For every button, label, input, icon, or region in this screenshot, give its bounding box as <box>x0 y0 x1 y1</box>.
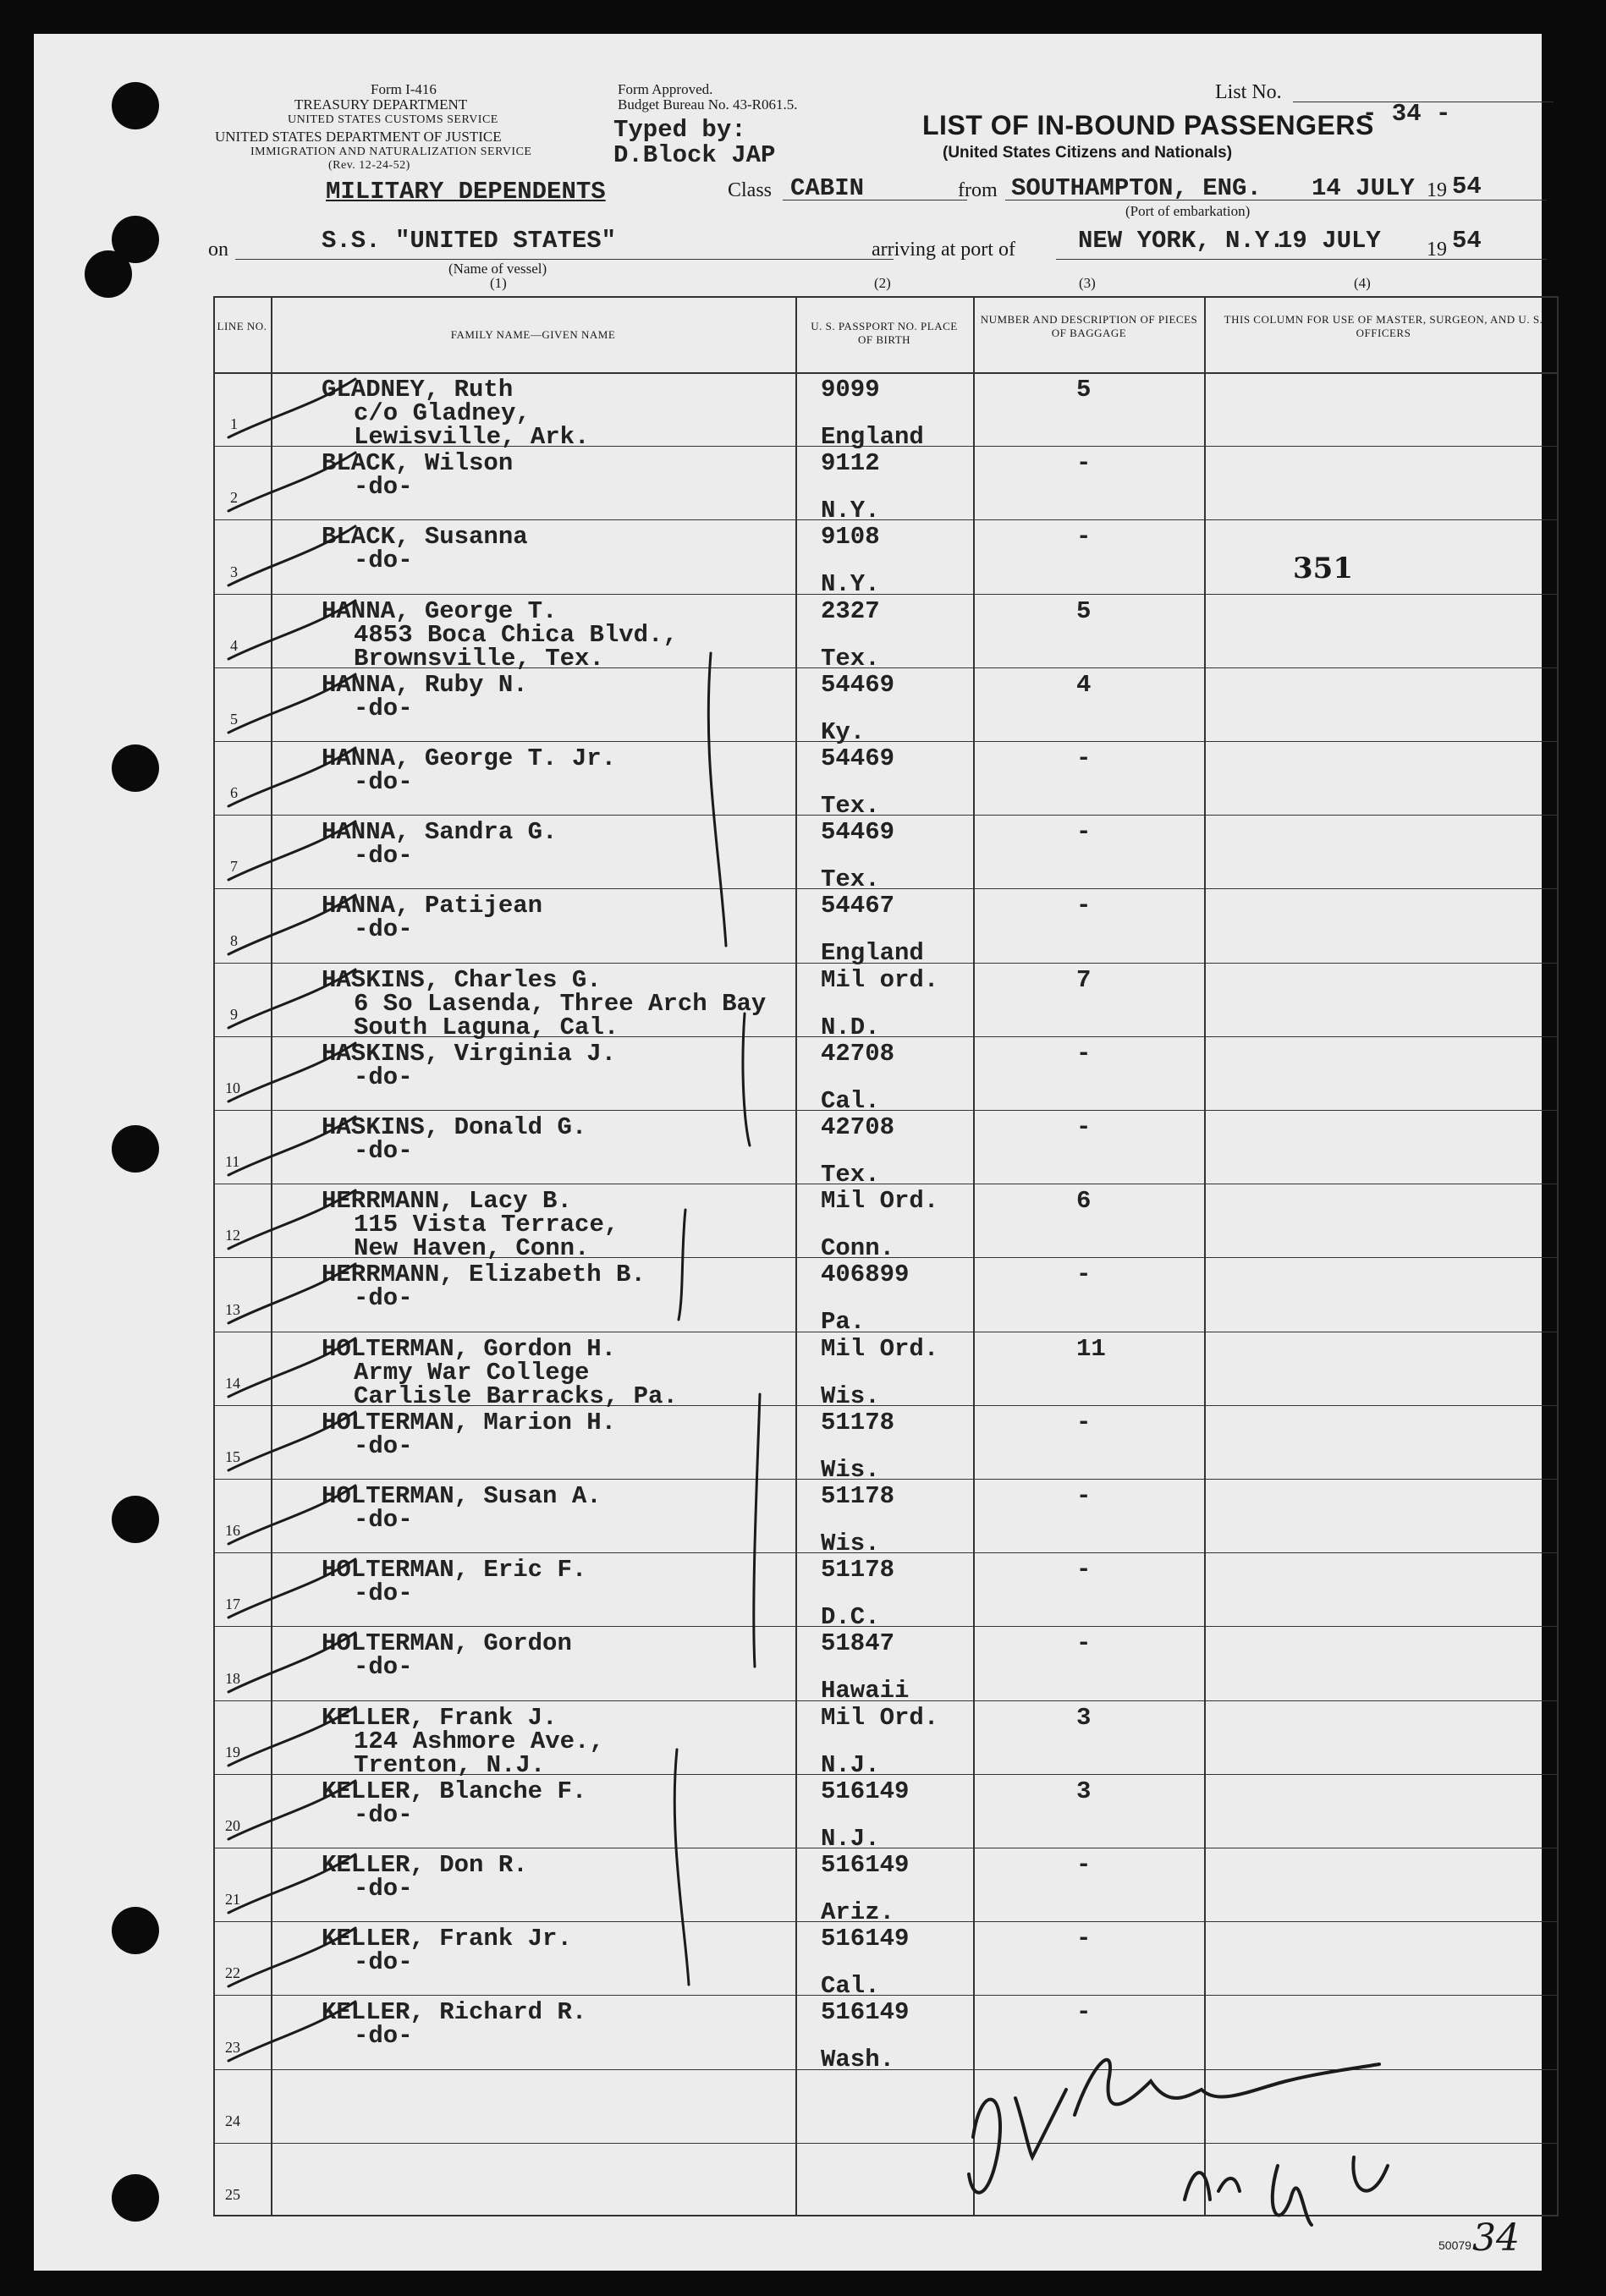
passenger-name: HOLTERMAN, Eric F. <box>322 1556 587 1584</box>
passport-number: 516149 <box>821 1777 910 1805</box>
check-mark <box>228 748 355 806</box>
address-line-1: -do- <box>354 842 413 870</box>
check-mark <box>228 1707 355 1766</box>
address-line-1: -do- <box>354 1432 413 1460</box>
group-label: MILITARY DEPENDENTS <box>326 178 606 206</box>
check-mark <box>228 526 355 585</box>
form-page <box>34 34 1542 2271</box>
embarkation-note: (Port of embarkation) <box>1125 203 1251 219</box>
address-line-1: -do- <box>354 768 413 796</box>
col-num-1: (1) <box>490 275 507 291</box>
col-num-3: (3) <box>1079 275 1096 291</box>
arrival-port: NEW YORK, N.Y. <box>1078 227 1284 255</box>
check-mark <box>228 1781 355 1839</box>
col-num-2: (2) <box>874 275 891 291</box>
passenger-name: HOLTERMAN, Marion H. <box>322 1409 617 1436</box>
address-line-1: Army War College <box>354 1359 590 1387</box>
handwritten-marks <box>34 34 1542 2271</box>
address-line-1: -do- <box>354 1948 413 1976</box>
line-number: 13 <box>225 1301 240 1318</box>
passenger-name: HANNA, George T. <box>322 597 558 625</box>
passenger-name: HASKINS, Donald G. <box>322 1113 587 1141</box>
col-num-4: (4) <box>1354 275 1371 291</box>
baggage-count: - <box>1076 1925 1092 1953</box>
check-mark <box>228 379 355 437</box>
from-year-prefix: 19 <box>1427 179 1447 201</box>
dept-ins: IMMIGRATION AND NATURALIZATION SERVICE <box>250 146 532 158</box>
address-line-2: Carlisle Barracks, Pa. <box>354 1382 678 1410</box>
typed-by-label: Typed by: <box>613 116 746 144</box>
form-number: Form I-416 <box>371 81 437 97</box>
address-line-1: 115 Vista Terrace, <box>354 1211 619 1239</box>
baggage-count: - <box>1076 1261 1092 1288</box>
address-line-1: -do- <box>354 1137 413 1165</box>
baggage-count: - <box>1076 1998 1092 2026</box>
passenger-name: GLADNEY, Ruth <box>322 376 514 404</box>
address-line-1: -do- <box>354 547 413 574</box>
check-mark <box>228 674 355 733</box>
dept-treasury: TREASURY DEPARTMENT <box>294 96 468 113</box>
place-of-birth: N.J. <box>821 1825 880 1853</box>
passport-number: 516149 <box>821 1851 910 1879</box>
baggage-count: - <box>1076 744 1092 772</box>
passenger-name: KELLER, Frank Jr. <box>322 1925 572 1953</box>
passenger-name: HOLTERMAN, Gordon <box>322 1629 572 1657</box>
line-number: 24 <box>225 2112 240 2129</box>
passport-number: 51178 <box>821 1409 895 1436</box>
line-number: 21 <box>225 1891 240 1908</box>
check-mark <box>228 453 355 511</box>
line-number: 15 <box>225 1448 240 1465</box>
passenger-name: HASKINS, Virginia J. <box>322 1040 617 1068</box>
on-label: on <box>208 239 228 261</box>
address-line-1: 4853 Boca Chica Blvd., <box>354 621 678 649</box>
check-mark <box>228 601 355 659</box>
passport-number: Mil Ord. <box>821 1704 939 1732</box>
passenger-name: HOLTERMAN, Susan A. <box>322 1482 602 1510</box>
baggage-count: 5 <box>1076 597 1092 625</box>
arriving-label: arriving at port of <box>872 239 1015 261</box>
passenger-name: HERRMANN, Lacy B. <box>322 1187 572 1215</box>
line-number: 19 <box>225 1744 240 1760</box>
baggage-count: - <box>1076 1629 1092 1657</box>
place-of-birth: Wash. <box>821 2046 895 2074</box>
check-mark <box>228 1117 355 1175</box>
place-of-birth: N.Y. <box>821 497 880 525</box>
baggage-count: 5 <box>1076 376 1092 404</box>
address-line-1: c/o Gladney, <box>354 399 531 427</box>
line-number: 22 <box>225 1964 240 1981</box>
passenger-name: HOLTERMAN, Gordon H. <box>322 1335 617 1363</box>
line-number: 3 <box>230 563 238 580</box>
place-of-birth: N.D. <box>821 1013 880 1041</box>
passport-number: Mil Ord. <box>821 1335 939 1363</box>
passport-number: 54467 <box>821 892 895 920</box>
passport-number: Mil Ord. <box>821 1187 939 1215</box>
place-of-birth: Conn. <box>821 1234 895 1262</box>
line-number: 20 <box>225 1817 240 1834</box>
passport-number: 9099 <box>821 376 880 404</box>
header-line-no: LINE NO. <box>217 320 267 332</box>
check-mark <box>228 1559 355 1618</box>
address-line-1: -do- <box>354 1506 413 1534</box>
baggage-count: - <box>1076 1409 1092 1436</box>
passport-number: Mil ord. <box>821 966 939 994</box>
passenger-name: HASKINS, Charles G. <box>322 966 602 994</box>
passport-number: 516149 <box>821 1925 910 1953</box>
passport-number: 54469 <box>821 671 895 699</box>
place-of-birth: Cal. <box>821 1087 880 1115</box>
check-mark <box>228 1854 355 1913</box>
passport-number: 54469 <box>821 818 895 846</box>
baggage-count: - <box>1076 1482 1092 1510</box>
address-line-2: Brownsville, Tex. <box>354 645 604 673</box>
arrival-date: 19 JULY <box>1278 227 1381 255</box>
line-number: 16 <box>225 1522 240 1539</box>
passport-number: 42708 <box>821 1040 895 1068</box>
passport-number: 9108 <box>821 523 880 551</box>
line-number: 25 <box>225 2186 240 2203</box>
class-label: Class <box>728 179 773 201</box>
line-number: 14 <box>225 1375 240 1392</box>
baggage-count: 7 <box>1076 966 1092 994</box>
passenger-name: KELLER, Frank J. <box>322 1704 558 1732</box>
dept-customs: UNITED STATES CUSTOMS SERVICE <box>288 113 498 126</box>
baggage-count: 3 <box>1076 1777 1092 1805</box>
place-of-birth: Wis. <box>821 1382 880 1410</box>
address-line-2: Trenton, N.J. <box>354 1751 546 1779</box>
place-of-birth: Wis. <box>821 1456 880 1484</box>
line-number: 23 <box>225 2039 240 2056</box>
place-of-birth: Ky. <box>821 718 866 746</box>
address-line-1: -do- <box>354 2022 413 2050</box>
header-baggage: NUMBER AND DESCRIPTION OF PIECES OF BAGGAGE <box>980 313 1198 339</box>
baggage-count: - <box>1076 1040 1092 1068</box>
line-number: 11 <box>225 1153 240 1170</box>
passport-number: 516149 <box>821 1998 910 2026</box>
check-mark <box>228 969 355 1028</box>
place-of-birth: Tex. <box>821 1161 880 1189</box>
form-print-code: 50079 <box>1438 2238 1471 2252</box>
arrival-year: 54 <box>1452 227 1482 255</box>
baggage-count: - <box>1076 523 1092 551</box>
check-mark <box>228 1928 355 1986</box>
baggage-count: - <box>1076 818 1092 846</box>
address-line-1: -do- <box>354 1063 413 1091</box>
address-line-1: -do- <box>354 1801 413 1829</box>
place-of-birth: England <box>821 423 924 451</box>
dept-justice: UNITED STATES DEPARTMENT OF JUSTICE <box>215 129 502 145</box>
line-number: 2 <box>230 489 238 506</box>
passenger-name: BLACK, Wilson <box>322 449 514 477</box>
place-of-birth: N.Y. <box>821 570 880 598</box>
form-subtitle: (United States Citizens and Nationals) <box>943 144 1233 162</box>
handwritten-page-number: 34 <box>1472 2216 1520 2260</box>
form-approved: Form Approved. <box>618 81 713 97</box>
baggage-count: 11 <box>1076 1335 1106 1363</box>
address-line-2: South Laguna, Cal. <box>354 1013 619 1041</box>
address-line-1: -do- <box>354 1579 413 1607</box>
header-passport: U. S. PASSPORT NO. PLACE OF BIRTH <box>811 320 958 346</box>
place-of-birth: Wis. <box>821 1530 880 1557</box>
budget-bureau: Budget Bureau No. 43-R061.5. <box>618 96 798 113</box>
baggage-count: 3 <box>1076 1704 1092 1732</box>
check-mark <box>228 1338 355 1397</box>
line-number: 8 <box>230 932 238 949</box>
address-line-1: -do- <box>354 1875 413 1903</box>
line-number: 10 <box>225 1079 240 1096</box>
check-mark <box>228 1633 355 1692</box>
line-number: 1 <box>230 415 238 432</box>
address-line-1: -do- <box>354 1284 413 1312</box>
passport-number: 2327 <box>821 597 880 625</box>
officer-number: 351 <box>1293 552 1353 585</box>
check-mark <box>228 895 355 954</box>
passport-number: 51178 <box>821 1556 895 1584</box>
vessel-name: S.S. "UNITED STATES" <box>322 227 617 255</box>
line-number: 5 <box>230 711 238 728</box>
check-mark <box>228 1412 355 1470</box>
check-mark <box>228 1190 355 1249</box>
passenger-name: HANNA, Ruby N. <box>322 671 528 699</box>
passenger-name: KELLER, Blanche F. <box>322 1777 587 1805</box>
check-mark <box>228 1043 355 1101</box>
check-mark <box>228 821 355 880</box>
passport-number: 51847 <box>821 1629 895 1657</box>
baggage-count: - <box>1076 1851 1092 1879</box>
address-line-2: Lewisville, Ark. <box>354 423 590 451</box>
baggage-count: - <box>1076 1113 1092 1141</box>
line-number: 6 <box>230 784 238 801</box>
from-year: 54 <box>1452 173 1482 200</box>
baggage-count: - <box>1076 449 1092 477</box>
header-name: FAMILY NAME—GIVEN NAME <box>450 328 616 341</box>
passport-number: 54469 <box>821 744 895 772</box>
form-title: LIST OF IN-BOUND PASSENGERS <box>922 110 1374 140</box>
passenger-name: KELLER, Richard R. <box>322 1998 587 2026</box>
place-of-birth: Pa. <box>821 1308 866 1336</box>
line-number: 18 <box>225 1670 240 1687</box>
line-number: 12 <box>225 1227 240 1244</box>
address-line-1: -do- <box>354 1653 413 1681</box>
from-port: SOUTHAMPTON, ENG. <box>1011 174 1262 202</box>
line-number: 17 <box>225 1596 240 1612</box>
line-number: 4 <box>230 637 238 654</box>
place-of-birth: Hawaii <box>821 1677 910 1705</box>
passenger-name: KELLER, Don R. <box>322 1851 528 1879</box>
arrival-year-prefix: 19 <box>1427 239 1447 261</box>
place-of-birth: D.C. <box>821 1603 880 1631</box>
line-number: 9 <box>230 1006 238 1023</box>
passport-number: 51178 <box>821 1482 895 1510</box>
place-of-birth: Cal. <box>821 1972 880 2000</box>
address-line-1: -do- <box>354 695 413 722</box>
address-line-1: 6 So Lasenda, Three Arch Bay <box>354 990 767 1018</box>
passenger-name: HANNA, Patijean <box>322 892 543 920</box>
baggage-count: - <box>1076 1556 1092 1584</box>
baggage-count: 4 <box>1076 671 1092 699</box>
from-label: from <box>958 179 998 201</box>
check-mark <box>228 2002 355 2061</box>
passport-number: 42708 <box>821 1113 895 1141</box>
vessel-note: (Name of vessel) <box>448 261 547 277</box>
typed-by-value: D.Block JAP <box>613 141 776 169</box>
class-value: CABIN <box>790 174 865 202</box>
address-line-1: -do- <box>354 473 413 501</box>
form-revision: (Rev. 12-24-52) <box>328 159 410 172</box>
place-of-birth: England <box>821 939 924 967</box>
passenger-name: HANNA, George T. Jr. <box>322 744 617 772</box>
place-of-birth: Tex. <box>821 865 880 893</box>
line-number: 7 <box>230 858 238 875</box>
check-mark <box>228 1486 355 1544</box>
place-of-birth: Tex. <box>821 645 880 673</box>
place-of-birth: N.J. <box>821 1751 880 1779</box>
passport-number: 406899 <box>821 1261 910 1288</box>
list-no-value: - 34 - <box>1362 100 1451 128</box>
from-date: 14 JULY <box>1312 174 1415 202</box>
address-line-1: 124 Ashmore Ave., <box>354 1727 604 1755</box>
place-of-birth: Ariz. <box>821 1898 895 1926</box>
passport-number: 9112 <box>821 449 880 477</box>
passenger-name: BLACK, Susanna <box>322 523 528 551</box>
list-no-label: List No. <box>1215 81 1282 103</box>
address-line-1: -do- <box>354 915 413 943</box>
passenger-name: HERRMANN, Elizabeth B. <box>322 1261 646 1288</box>
baggage-count: - <box>1076 892 1092 920</box>
address-line-2: New Haven, Conn. <box>354 1234 590 1262</box>
baggage-count: 6 <box>1076 1187 1092 1215</box>
check-mark <box>228 1264 355 1323</box>
header-officers: THIS COLUMN FOR USE OF MASTER, SURGEON, AND U. S. OFFICERS <box>1224 313 1543 339</box>
place-of-birth: Tex. <box>821 792 880 820</box>
passenger-name: HANNA, Sandra G. <box>322 818 558 846</box>
